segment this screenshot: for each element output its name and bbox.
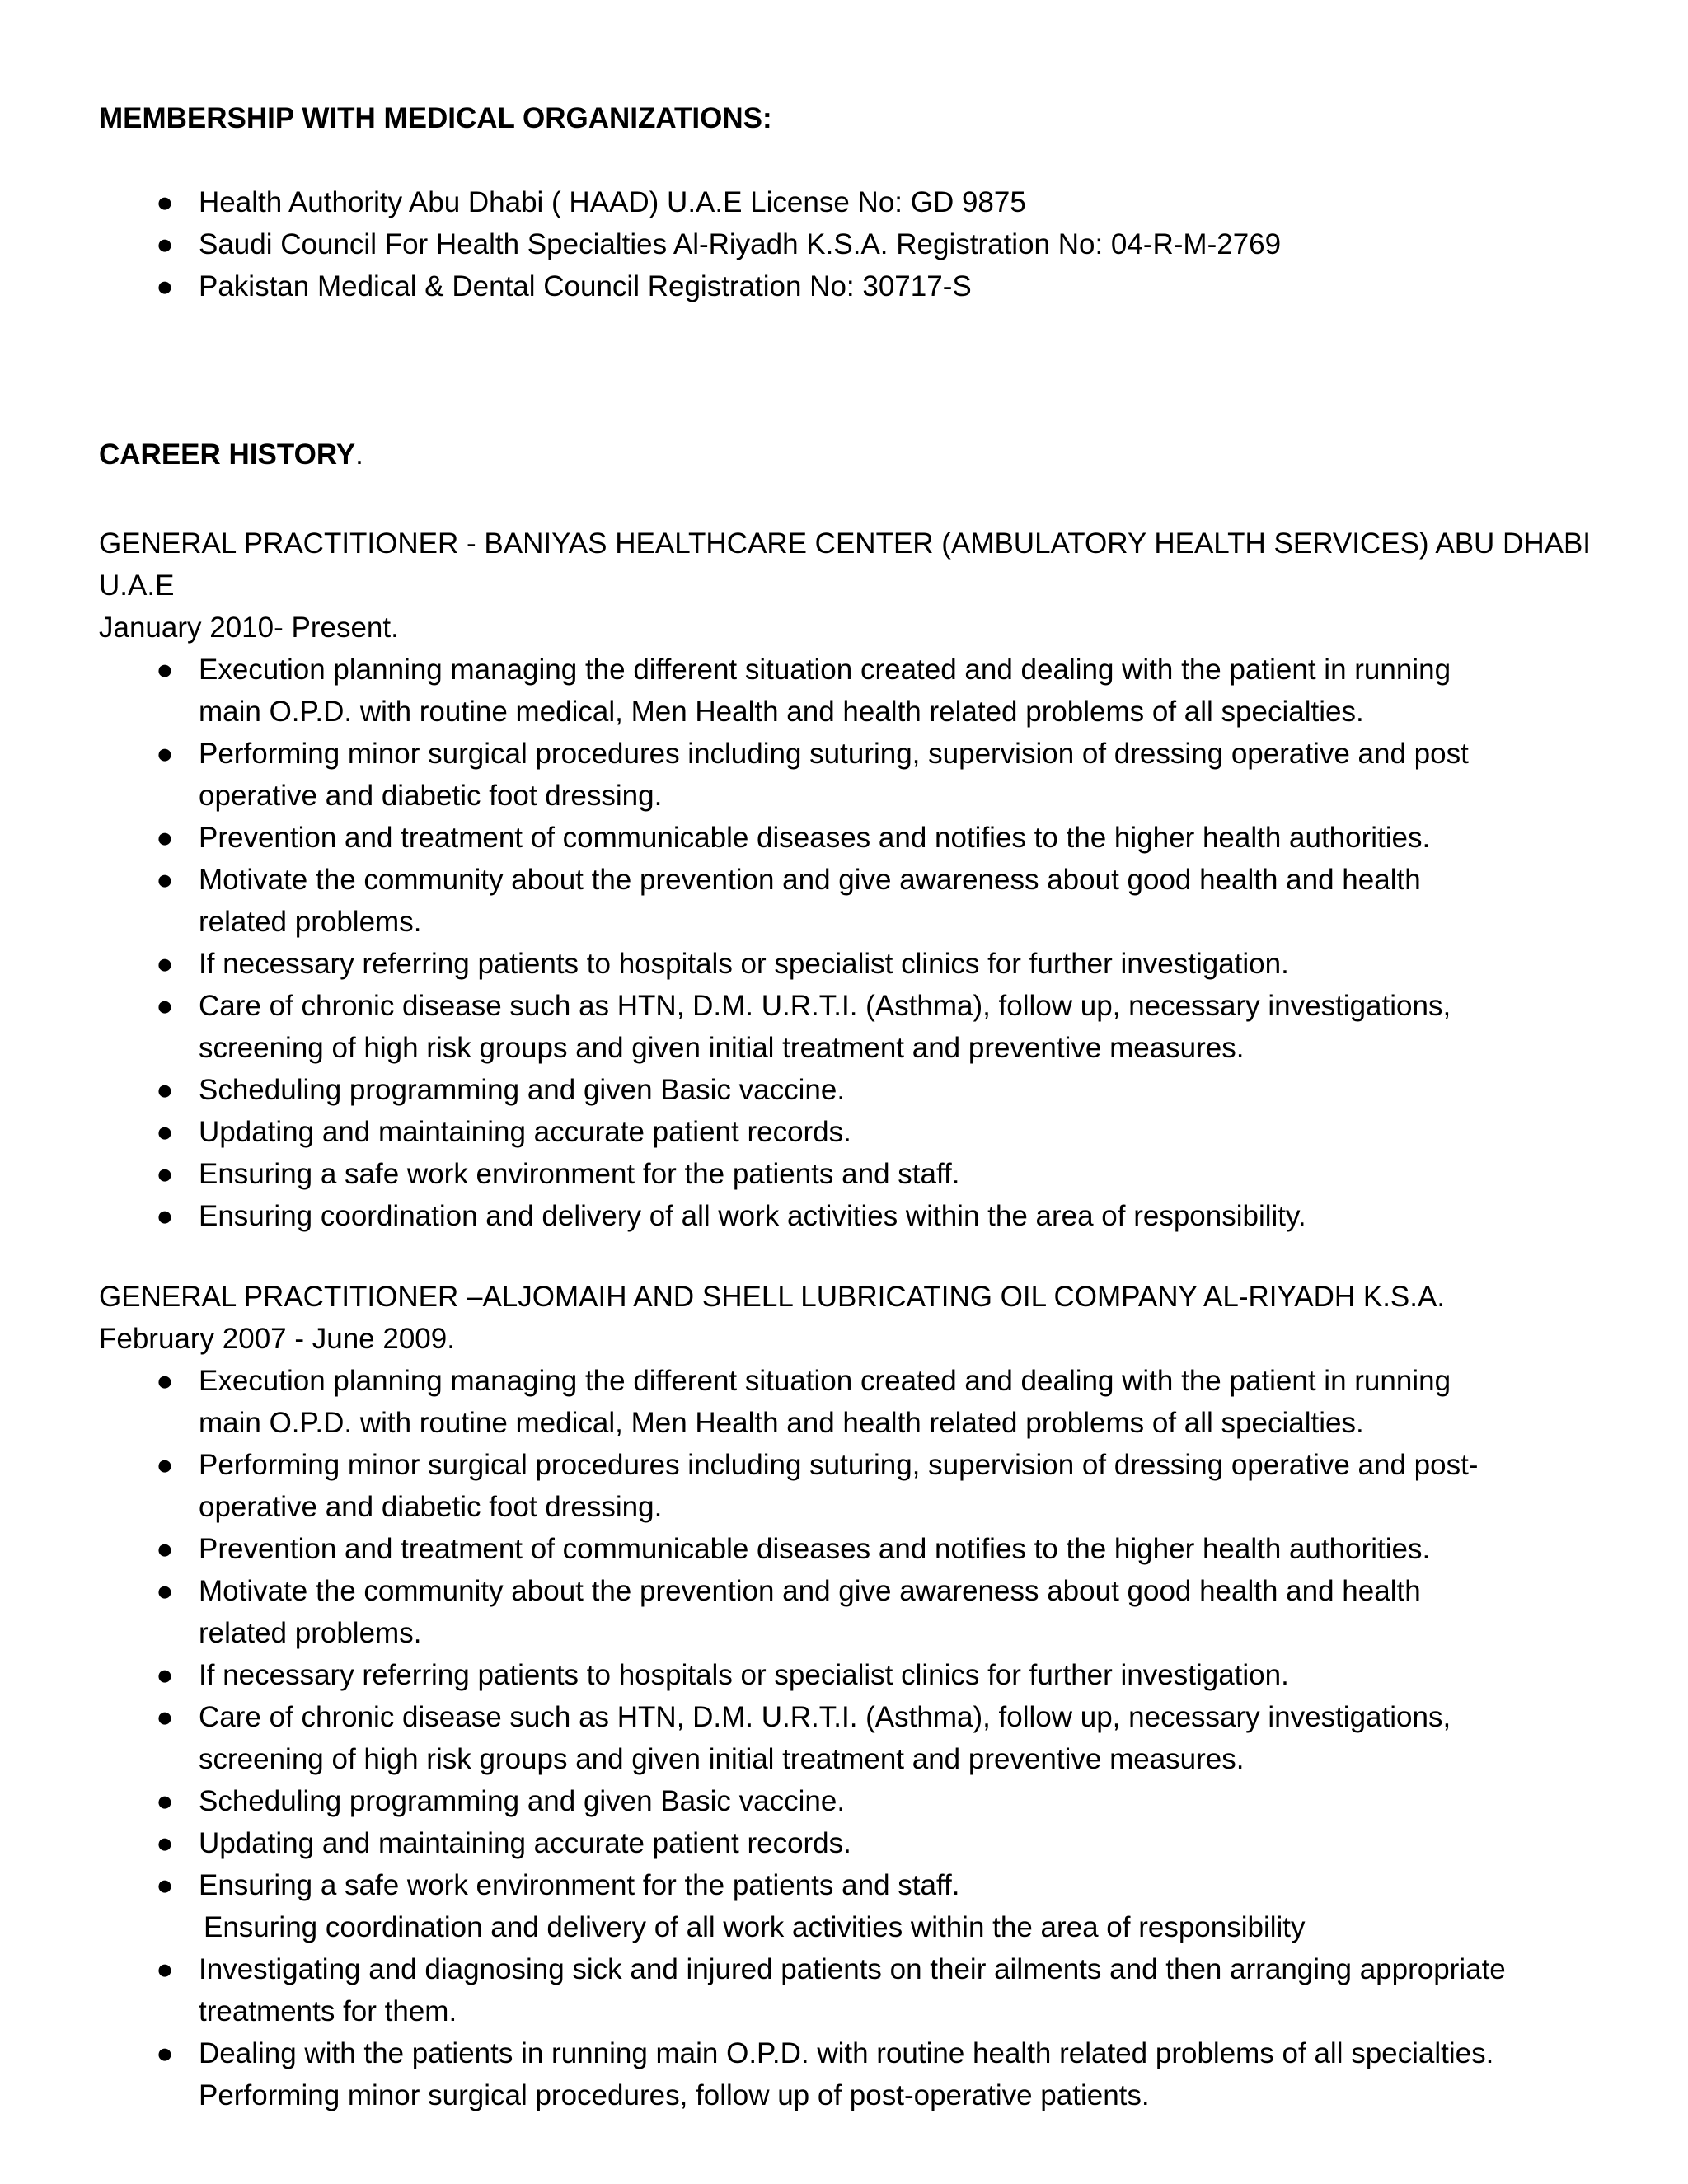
bullet-icon: ● — [156, 1575, 174, 1607]
list-item: ● If necessary referring patients to hospitals or specialist clinics for further investigation. — [99, 1654, 1607, 1696]
job-dates: January 2010- Present. — [99, 612, 399, 644]
bullet-icon: ● — [156, 1200, 174, 1232]
job-entry — [99, 1276, 1607, 2116]
list-item: ● Ensuring coordination and delivery of all work activities within the area of responsibility. — [99, 1195, 1607, 1237]
bullet-icon: ● — [156, 1785, 174, 1817]
bullet-icon: ● — [156, 1074, 174, 1106]
bullet-icon: ● — [156, 1533, 174, 1565]
list-item: ● Updating and maintaining accurate patient records. — [99, 1822, 1607, 1864]
list-item: ● Ensuring a safe work environment for the patients and staff. — [99, 1153, 1607, 1195]
list-item: ● Scheduling programming and given Basic vaccine. — [99, 1069, 1607, 1111]
resume-page — [99, 97, 1607, 2116]
bullet-icon: ● — [156, 1701, 174, 1733]
bullet-icon: ● — [156, 1116, 174, 1148]
list-item: ● Pakistan Medical & Dental Council Registration No: 30717-S — [99, 265, 1607, 307]
bullet-icon: ● — [156, 654, 174, 686]
list-item: ● Investigating and diagnosing sick and injured patients on their ailments and then arranging appropriate treatments for them. — [99, 1948, 1607, 2032]
bullet-icon: ● — [156, 1869, 174, 1901]
bullet-icon: ● — [156, 270, 174, 302]
bullet-icon: ● — [156, 1158, 174, 1190]
bullet-icon: ● — [156, 948, 174, 980]
list-item: ● Care of chronic disease such as HTN, D.M. U.R.T.I. (Asthma), follow up, necessary investigations, screening of high risk groups and given initial treatment and preventive measures. — [99, 1696, 1607, 1780]
list-item: ● Scheduling programming and given Basic vaccine. — [99, 1780, 1607, 1822]
list-item: ● Performing minor surgical procedures including suturing, supervision of dressing operative and post- operative and diabetic foot dressing. — [99, 1444, 1607, 1528]
bullet-icon: ● — [156, 738, 174, 770]
list-item: ● Dealing with the patients in running main O.P.D. with routine health related problems of all specialties. Performing minor surgical procedures, follow up of post-operative patients. — [99, 2032, 1607, 2116]
list-item: ● Prevention and treatment of communicable diseases and notifies to the higher health authorities. — [99, 1528, 1607, 1570]
list-item: ● Health Authority Abu Dhabi ( HAAD) U.A.E License No: GD 9875 — [99, 181, 1607, 223]
list-item: ● Care of chronic disease such as HTN, D.M. U.R.T.I. (Asthma), follow up, necessary investigations, screening of high risk groups and given initial treatment and preventive measures. — [99, 985, 1607, 1069]
bullet-icon: ● — [156, 1449, 174, 1481]
list-item: ● Execution planning managing the different situation created and dealing with the patient in running main O.P.D. with routine medical, Men Health and health related problems of all specialties. — [99, 649, 1607, 733]
bullet-icon: ● — [156, 1827, 174, 1859]
bullet-icon: ● — [156, 1953, 174, 1985]
bullet-icon: ● — [156, 822, 174, 854]
list-item: ● Updating and maintaining accurate patient records. — [99, 1111, 1607, 1153]
bullet-icon: ● — [156, 2037, 174, 2069]
bullet-icon: ● — [156, 1365, 174, 1397]
list-item: ● Saudi Council For Health Specialties Al-Riyadh K.S.A. Registration No: 04-R-M-2769 — [99, 223, 1607, 265]
bullet-icon: ● — [156, 228, 174, 260]
career-heading: CAREER HISTORY. — [99, 438, 363, 471]
list-item: ● Prevention and treatment of communicable diseases and notifies to the higher health authorities. — [99, 817, 1607, 859]
duties-list — [99, 649, 1607, 1237]
bullet-icon: ● — [156, 1659, 174, 1691]
job-title: GENERAL PRACTITIONER - BANIYAS HEALTHCARE CENTER (AMBULATORY HEALTH SERVICES) ABU DHABI U.A.E — [99, 527, 1592, 602]
bullet-icon: ● — [156, 990, 174, 1022]
list-item: ● Motivate the community about the prevention and give awareness about good health and health related problems. — [99, 1570, 1607, 1654]
job-title: GENERAL PRACTITIONER –ALJOMAIH AND SHELL LUBRICATING OIL COMPANY AL-RIYADH K.S.A. — [99, 1281, 1446, 1313]
membership-heading: MEMBERSHIP WITH MEDICAL ORGANIZATIONS: — [99, 102, 772, 134]
list-item: ● Performing minor surgical procedures including suturing, supervision of dressing operative and post operative and diabetic foot dressing. — [99, 733, 1607, 817]
list-item: ● Ensuring a safe work environment for the patients and staff. — [99, 1864, 1607, 1906]
membership-list — [99, 181, 1607, 307]
job-dates: February 2007 - June 2009. — [99, 1323, 455, 1355]
job-entry — [99, 523, 1607, 1237]
duties-list — [99, 1360, 1607, 2116]
list-item-unbulleted: Ensuring coordination and delivery of all work activities within the area of responsibility — [204, 1911, 1306, 1943]
list-item: ● Execution planning managing the different situation created and dealing with the patient in running main O.P.D. with routine medical, Men Health and health related problems of all specialties. — [99, 1360, 1607, 1444]
list-item: ● Motivate the community about the prevention and give awareness about good health and health related problems. — [99, 859, 1607, 943]
bullet-icon: ● — [156, 186, 174, 218]
list-item: ● If necessary referring patients to hospitals or specialist clinics for further investigation. — [99, 943, 1607, 985]
bullet-icon: ● — [156, 864, 174, 896]
